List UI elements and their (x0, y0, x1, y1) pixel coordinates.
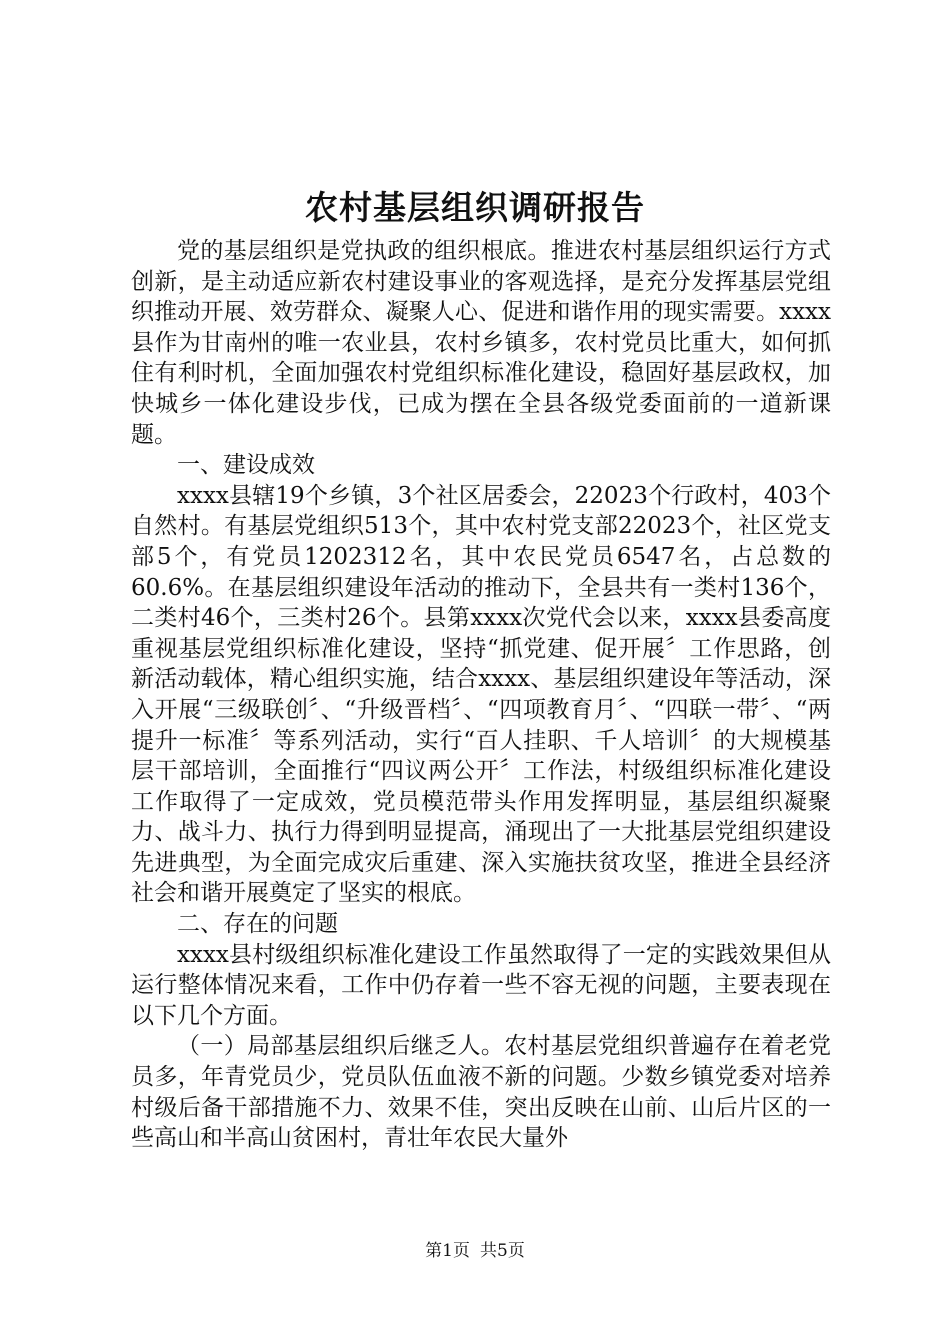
page-title: 农村基层组织调研报告 (305, 188, 645, 227)
page-footer (0, 1240, 950, 1262)
paragraph-intro: 党的基层组织是党执政的组织根底。推进农村基层组织运行方式创新，是主动适应新农村建设事业的客观选择，是充分发挥基层党组织推动开展、效劳群众、凝聚人心、促进和谐作用的现实需要。xxxx县作为甘南州的唯一农业县，农村乡镇多，农村党员比重大，如何抓住有利时机，全面加强农村党组织标准化建设，稳固好基层政权，加快城乡一体化建设步伐，已成为摆在全县各级党委面前的一道新课题。 (131, 238, 831, 448)
paragraph-problem-one: （一）局部基层组织后继乏人。农村基层党组织普遍存在着老党员多，年青党员少，党员队伍血液不新的问题。少数乡镇党委对培养村级后备干部措施不力、效果不佳，突出反映在山前、山后片区的一些高山和半高山贫困村，青壮年农民大量外 (131, 1033, 831, 1152)
page-number: 第1页 (425, 1241, 470, 1261)
section-heading-problems: 二、存在的问题 (177, 911, 338, 938)
page-total: 共5页 (480, 1241, 525, 1261)
document-body (131, 236, 831, 1154)
paragraph-problems-intro: xxxx县村级组织标准化建设工作虽然取得了一定的实践效果但从运行整体情况来看，工作中仍存着一些不容无视的问题，主要表现在以下几个方面。 (131, 941, 831, 1029)
paragraph-achievements: xxxx县辖19个乡镇，3个社区居委会，22023个行政村，403个自然村。有基层党组织513个，其中农村党支部22023个，社区党支部5个，有党员1202312名，其中农民党员6547名，占总数的60.6%。在基层组织建设年活动的推动下，全县共有一类村136个，二类村46个，三类村26个。县第xxxx次党代会以来，xxxx县委高度重视基层党组织标准化建设，坚持“抓党建、促开展〞工作思路，创新活动载体，精心组织实施，结合xxxx、基层组织建设年等活动，深入开展“三级联创〞、“升级晋档〞、“四项教育月〞、“四联一带〞、“两提升一标准〞等系列活动，实行“百人挂职、千人培训〞的大规模基层干部培训，全面推行“四议两公开〞工作法，村级组织标准化建设工作取得了一定成效，党员模范带头作用发挥明显，基层组织凝聚力、战斗力、执行力得到明显提高，涌现出了一大批基层党组织建设先进典型，为全面完成灾后重建、深入实施扶贫攻坚，推进全县经济社会和谐开展奠定了坚实的根底。 (131, 482, 831, 907)
section-heading-achievements: 一、建设成效 (177, 452, 315, 479)
